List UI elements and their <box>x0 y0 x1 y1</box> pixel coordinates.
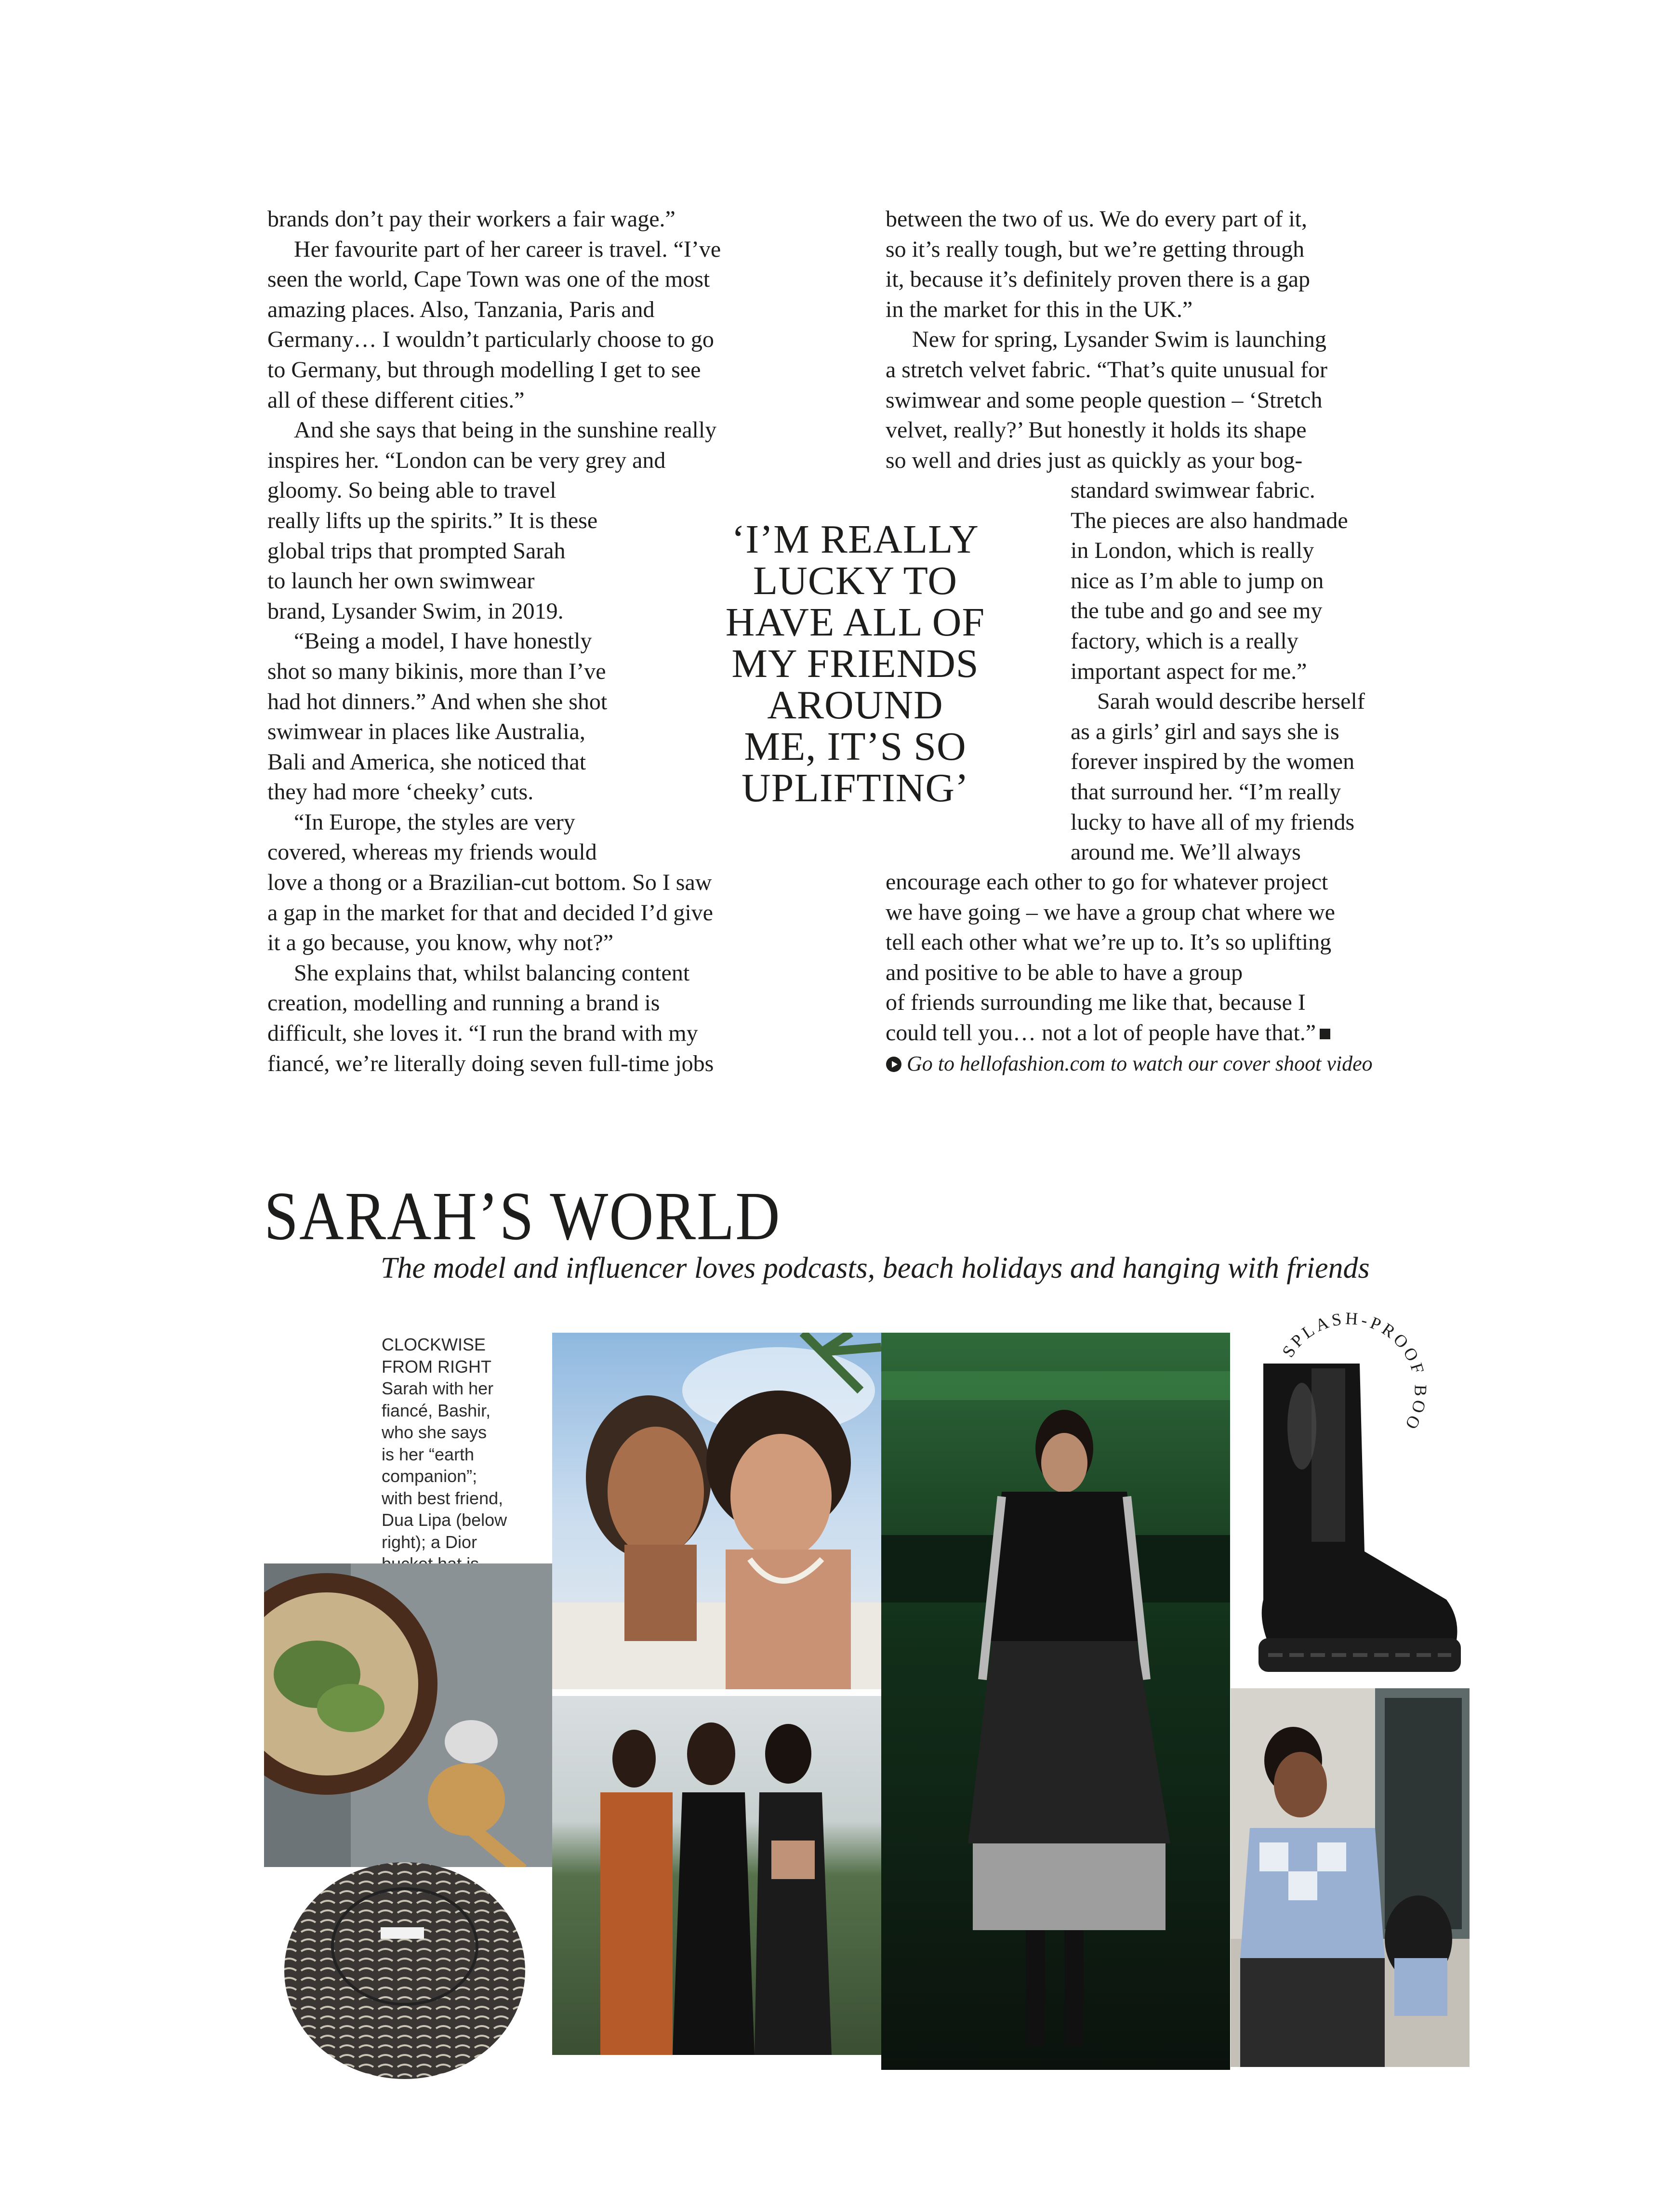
article-line: creation, modelling and running a brand is <box>267 990 660 1016</box>
section-headline: SARAH’S WORLD <box>264 1178 781 1255</box>
article-line: swimwear in places like Australia, <box>267 719 585 745</box>
splash-proof-badge <box>1262 1301 1436 1474</box>
article-column-right-wrap <box>1071 476 1365 868</box>
article-line: that surround her. “I’m really <box>1071 779 1341 805</box>
article-line: forever inspired by the women <box>1071 749 1355 775</box>
article-line: difficult, she loves it. “I run the brand with my <box>267 1020 698 1046</box>
pull-quote-line: AROUND <box>767 683 943 728</box>
article-line: the tube and go and see my <box>1071 598 1323 624</box>
article-line: lucky to have all of my friends <box>1071 809 1355 835</box>
article-line: could tell you… not a lot of people have that.” <box>886 1018 1335 1048</box>
svg-text:SPLASH-PROOF BOOT <box>1262 1301 1431 1435</box>
article-line: a stretch velvet fabric. “That’s quite unusual for <box>886 357 1327 383</box>
article-line: brands don’t pay their workers a fair wage.” <box>267 206 676 232</box>
caption-line: right); a Dior <box>382 1532 477 1552</box>
article-line: so well and dries just as quickly as your bog- <box>886 447 1303 473</box>
article-line: in London, which is really <box>1071 538 1314 564</box>
caption-line: FROM RIGHT <box>382 1356 491 1377</box>
caption-line: is her “earth <box>382 1444 475 1464</box>
article-line: New for spring, Lysander Swim is launching <box>912 327 1326 353</box>
pull-quote <box>711 519 1000 809</box>
article-line: Her favourite part of her career is travel. “I’ve <box>294 236 721 262</box>
fashion-show-photo <box>881 1333 1230 2070</box>
caption-line: fiancé, Bashir, <box>382 1400 491 1420</box>
article-line: nice as I’m able to jump on <box>1071 568 1324 594</box>
couple-photo <box>552 1333 881 1689</box>
pull-quote-line: MY FRIENDS <box>731 641 979 686</box>
article-line: Bali and America, she noticed that <box>267 749 586 775</box>
caption-line: who she says <box>382 1422 487 1442</box>
caption-line: Sarah with her <box>382 1378 494 1398</box>
article-line: a gap in the market for that and decided I’d give <box>267 900 713 926</box>
article-line: we have going – we have a group chat where we <box>886 899 1335 925</box>
article-column-left <box>267 204 721 1079</box>
article-line: brand, Lysander Swim, in 2019. <box>267 598 564 624</box>
caption-line: Dua Lipa (below <box>382 1510 507 1530</box>
pull-quote-line: HAVE ALL OF <box>725 600 985 645</box>
badge-text: SPLASH-PROOF BOO <box>1278 1308 1431 1435</box>
play-icon <box>886 1051 902 1080</box>
caption-line: CLOCKWISE <box>382 1335 486 1354</box>
article-line: factory, which is a really <box>1071 628 1298 654</box>
article-line: encourage each other to go for whatever project <box>886 869 1328 895</box>
article-line: had hot dinners.” And when she shot <box>267 689 608 715</box>
article-line: it, because it’s definitely proven there is a gap <box>886 266 1311 292</box>
article-line: as a girls’ girl and says she is <box>1071 718 1339 744</box>
article-line: between the two of us. We do every part of it, <box>886 206 1307 232</box>
pull-quote-line: LUCKY TO <box>753 558 958 603</box>
article-line: around me. We’ll always <box>1071 839 1301 865</box>
article-line: really lifts up the spirits.” It is these <box>267 507 598 533</box>
article-line: in the market for this in the UK.” <box>886 296 1193 322</box>
article-line: amazing places. Also, Tanzania, Paris and <box>267 296 655 322</box>
article-line: it a go because, you know, why not?” <box>267 930 614 956</box>
article-line: to Germany, but through modelling I get to see <box>267 357 701 383</box>
article-line: “Being a model, I have honestly <box>294 628 592 654</box>
article-line: velvet, really?’ But honestly it holds its shape <box>886 417 1307 443</box>
article-line: they had more ‘cheeky’ cuts. <box>267 779 534 805</box>
article-line: “In Europe, the styles are very <box>294 809 575 835</box>
caption-line: with best friend, <box>382 1488 503 1508</box>
article-line: She explains that, whilst balancing content <box>294 960 690 986</box>
article-line: and positive to be able to have a group <box>886 959 1243 985</box>
article-line: love a thong or a Brazilian-cut bottom. So I saw <box>267 870 712 896</box>
section-standfirst: The model and influencer loves podcasts, beach holidays and hanging with friends <box>381 1252 1370 1285</box>
article-line: gloomy. So being able to travel <box>267 477 556 503</box>
bucket-hat-photo <box>279 1850 530 2081</box>
pull-quote-line: UPLIFTING’ <box>742 766 969 810</box>
article-line: inspires her. “London can be very grey and <box>267 447 666 473</box>
article-line: Germany… I wouldn’t particularly choose to go <box>267 327 714 353</box>
article-line: so it’s really tough, but we’re getting through <box>886 236 1305 262</box>
article-line: tell each other what we’re up to. It’s so uplifting <box>886 929 1332 955</box>
article-line: shot so many bikinis, more than I’ve <box>267 658 606 684</box>
article-line: global trips that prompted Sarah <box>267 538 566 564</box>
pasta-photo <box>264 1563 552 1867</box>
pull-quote-line: ME, IT’S SO <box>744 724 967 769</box>
article-line: fiancé, we’re literally doing seven full-time jobs <box>267 1050 714 1076</box>
caption-line: companion”; <box>382 1466 477 1486</box>
dog-photo <box>1231 1688 1470 2067</box>
article-line: seen the world, Cape Town was one of the most <box>267 266 710 292</box>
video-link-text: Go to hellofashion.com to watch our cover shoot video <box>907 1052 1373 1075</box>
article-line: covered, whereas my friends would <box>267 839 597 865</box>
article-column-right-top <box>886 204 1327 476</box>
article-line: important aspect for me.” <box>1071 658 1307 684</box>
friends-photo <box>552 1696 881 2055</box>
article-line: And she says that being in the sunshine really <box>294 417 717 443</box>
article-line: of friends surrounding me like that, because I <box>886 990 1306 1016</box>
article-line: standard swimwear fabric. <box>1071 477 1315 503</box>
article-line: to launch her own swimwear <box>267 568 535 594</box>
article-line: The pieces are also handmade <box>1071 507 1348 533</box>
article-column-right-bottom <box>886 867 1335 1048</box>
video-link-line[interactable] <box>886 1049 1373 1080</box>
end-mark-icon <box>1320 1029 1330 1039</box>
article-line: Sarah would describe herself <box>1097 689 1365 715</box>
article-line: swimwear and some people question – ‘Stretch <box>886 387 1323 413</box>
article-line: all of these different cities.” <box>267 387 525 413</box>
pull-quote-line: ‘I’M REALLY <box>731 517 979 562</box>
